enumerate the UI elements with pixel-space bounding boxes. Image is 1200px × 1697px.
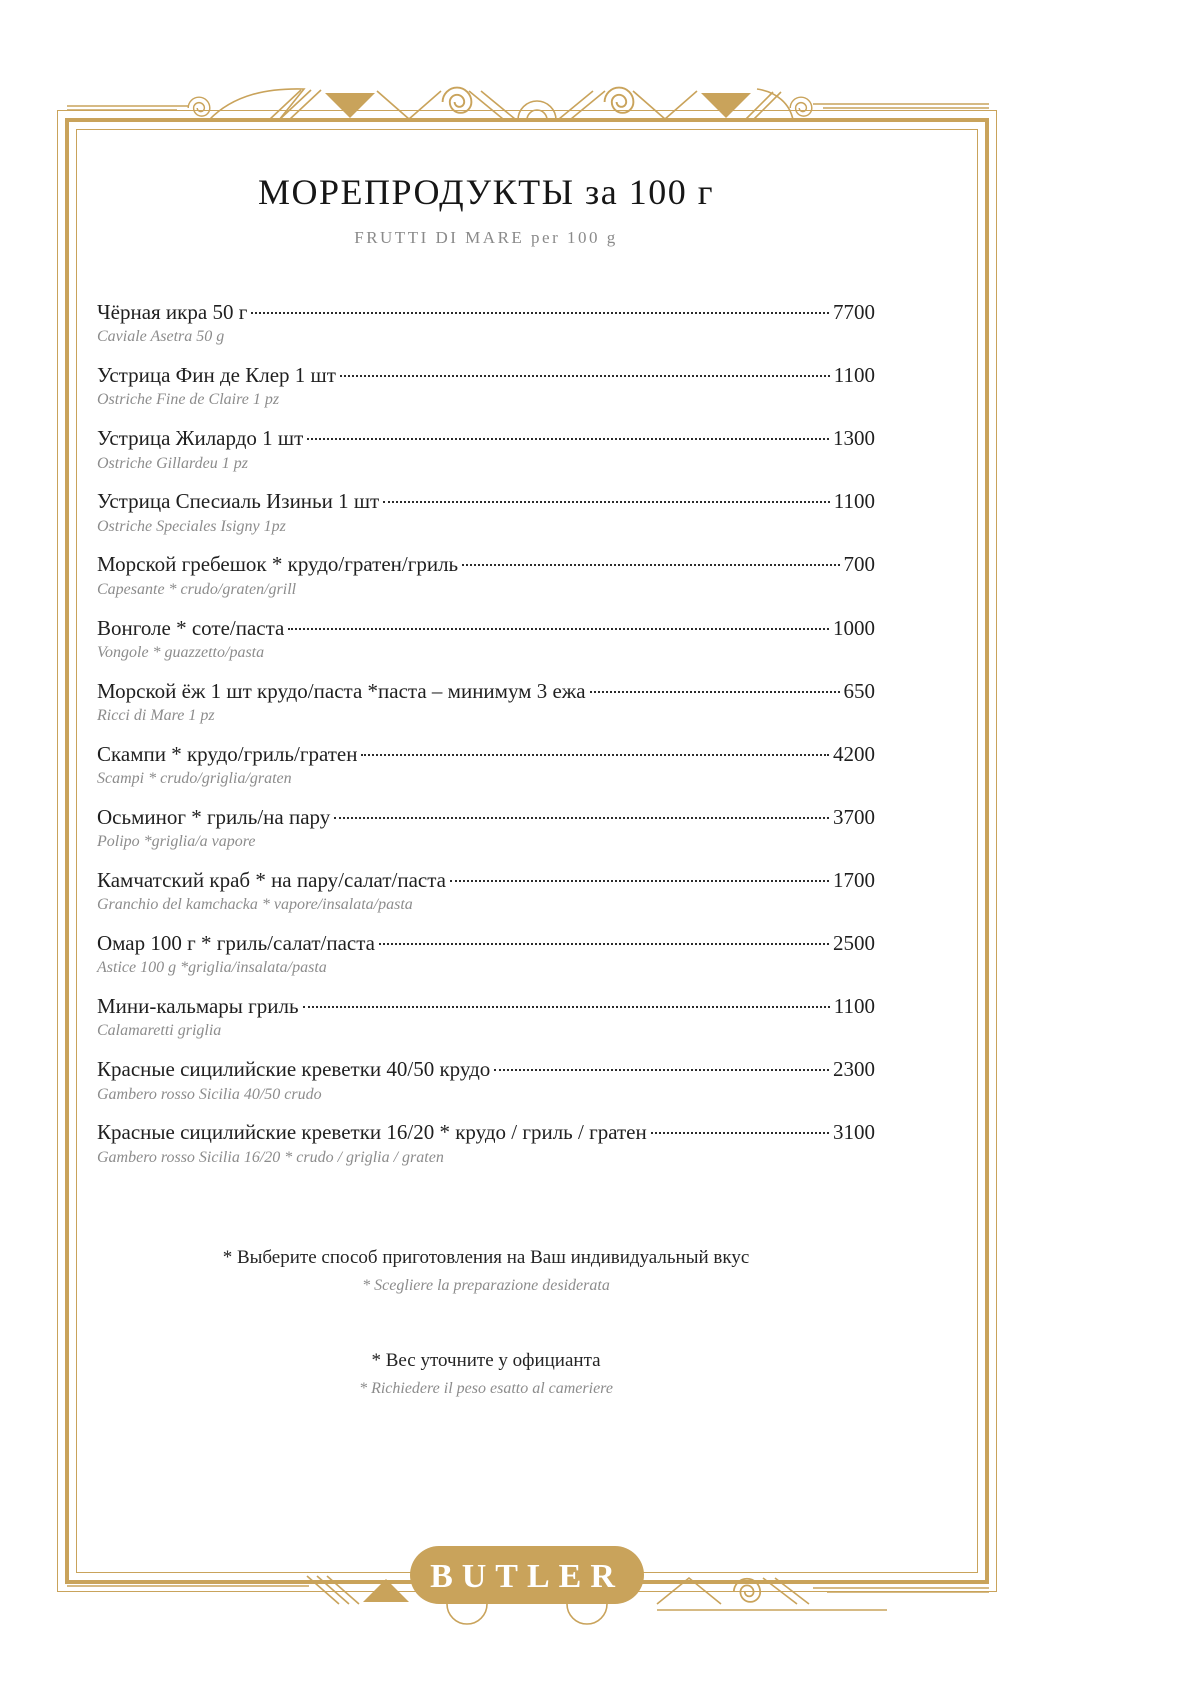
page-title: МОРЕПРОДУКТЫ за 100 г <box>257 172 715 212</box>
menu-item-row <box>97 741 875 768</box>
menu-item <box>97 867 875 916</box>
menu-item-row <box>97 1056 875 1083</box>
dish-name: Скампи * крудо/гриль/гратен <box>97 741 358 766</box>
spiral-icon <box>734 1579 760 1602</box>
menu-item-row <box>97 425 875 452</box>
dish-price: 1000 <box>833 615 875 640</box>
dotted-leader <box>307 438 829 440</box>
dish-price: 650 <box>843 678 875 703</box>
dish-name: Устрица Жилардо 1 шт <box>97 426 304 451</box>
dotted-leader <box>450 880 829 882</box>
dish-name: Устрица Фин де Клер 1 шт <box>97 363 336 388</box>
menu-content <box>97 110 875 1399</box>
dotted-leader <box>379 943 829 945</box>
dish-price: 4200 <box>833 741 875 766</box>
dotted-leader <box>334 817 829 819</box>
dish-name: Осьминог * гриль/на пару <box>97 804 331 829</box>
menu-item-row <box>97 867 875 894</box>
menu-item <box>97 993 875 1042</box>
menu-item <box>97 678 875 727</box>
dish-price: 1100 <box>833 489 875 514</box>
dotted-leader <box>651 1132 829 1134</box>
dish-price: 3100 <box>833 1120 875 1145</box>
dotted-leader <box>590 691 840 693</box>
dish-translation: Ricci di Mare 1 pz <box>97 706 215 724</box>
menu-item <box>97 362 875 411</box>
dish-translation: Granchio del kamchacka * vapore/insalata/pasta <box>97 896 413 914</box>
dish-name: Красные сицилийские креветки 40/50 крудо <box>97 1057 491 1082</box>
dish-price: 2300 <box>833 1057 875 1082</box>
menu-item-row <box>97 1119 875 1146</box>
dish-price: 7700 <box>833 300 875 325</box>
menu-item <box>97 804 875 853</box>
dotted-leader <box>361 754 829 756</box>
brand-logo-text: BUTLER <box>430 1558 624 1595</box>
dotted-leader <box>251 312 829 314</box>
menu-item <box>97 741 875 790</box>
footnote-italian: * Richiedere il peso esatto al cameriere <box>359 1379 613 1397</box>
menu-item-row <box>97 488 875 515</box>
dish-price: 1100 <box>833 363 875 388</box>
menu-page <box>57 110 997 1595</box>
dish-translation: Ostriche Speciales Isigny 1pz <box>97 517 286 535</box>
dish-translation: Calamaretti griglia <box>97 1022 222 1040</box>
dish-translation: Caviale Asetra 50 g <box>97 328 225 346</box>
menu-item-row <box>97 551 875 578</box>
dish-name: Чёрная икра 50 г <box>97 300 248 325</box>
dotted-leader <box>340 375 830 377</box>
dish-price: 1700 <box>833 867 875 892</box>
menu-item-row <box>97 804 875 831</box>
footnote-russian: * Выберите способ приготовления на Ваш индивидуальный вкус <box>222 1247 750 1269</box>
page-subtitle: FRUTTI DI MARE per 100 g <box>354 228 618 247</box>
dish-name: Морской ёж 1 шт крудо/паста *паста – минимум 3 ежа <box>97 678 586 703</box>
menu-item <box>97 488 875 537</box>
dish-price: 1300 <box>833 426 875 451</box>
menu-item-row <box>97 993 875 1020</box>
menu-item <box>97 1056 875 1105</box>
footnote-russian: * Вес уточните у официанта <box>371 1349 601 1371</box>
dish-translation: Ostriche Fine de Claire 1 pz <box>97 391 280 409</box>
dish-price: 1100 <box>833 994 875 1019</box>
menu-item-row <box>97 299 875 326</box>
menu-item <box>97 615 875 664</box>
dish-price: 700 <box>843 552 875 577</box>
dotted-leader <box>288 628 829 630</box>
menu-item-row <box>97 362 875 389</box>
dish-translation: Gambero rosso Sicilia 40/50 crudo <box>97 1085 322 1103</box>
menu-item-row <box>97 678 875 705</box>
footnote <box>97 1349 875 1399</box>
menu-item-row <box>97 615 875 642</box>
dotted-leader <box>462 564 839 566</box>
dish-translation: Scampi * crudo/griglia/graten <box>97 770 292 788</box>
menu-item <box>97 1119 875 1168</box>
menu-item <box>97 425 875 474</box>
menu-item-row <box>97 930 875 957</box>
dish-name: Морской гребешок * крудо/гратен/гриль <box>97 552 459 577</box>
dish-translation: Gambero rosso Sicilia 16/20 * crudo / griglia / graten <box>97 1148 444 1166</box>
dish-name: Вонголе * соте/паста <box>97 615 285 640</box>
dish-translation: Capesante * crudo/graten/grill <box>97 580 297 598</box>
dish-translation: Astice 100 g *griglia/insalata/pasta <box>97 959 327 977</box>
footnotes <box>97 1246 875 1399</box>
footnote-italian: * Scegliere la preparazione desiderata <box>362 1277 610 1295</box>
dish-name: Мини-кальмары гриль <box>97 994 299 1019</box>
chevron-icon <box>657 1578 721 1604</box>
art-deco-bottom-border <box>57 1544 997 1628</box>
footnote <box>97 1246 875 1296</box>
menu-item-list <box>97 299 875 1168</box>
dotted-leader <box>494 1069 829 1071</box>
menu-item <box>97 299 875 348</box>
dotted-leader <box>383 501 830 503</box>
dish-name: Омар 100 г * гриль/салат/паста <box>97 931 375 956</box>
dish-name: Красные сицилийские креветки 16/20 * крудо / гриль / гратен <box>97 1120 647 1145</box>
dish-name: Устрица Спесиаль Изиньи 1 шт <box>97 489 380 514</box>
dish-translation: Ostriche Gillardeu 1 pz <box>97 454 248 472</box>
dish-name: Камчатский краб * на пару/салат/паста <box>97 867 446 892</box>
dish-translation: Vongole * guazzetto/pasta <box>97 643 265 661</box>
dish-price: 3700 <box>833 804 875 829</box>
menu-item <box>97 551 875 600</box>
dotted-leader <box>303 1006 830 1008</box>
dish-translation: Polipo *griglia/a vapore <box>97 833 256 851</box>
menu-item <box>97 930 875 979</box>
dish-price: 2500 <box>833 931 875 956</box>
